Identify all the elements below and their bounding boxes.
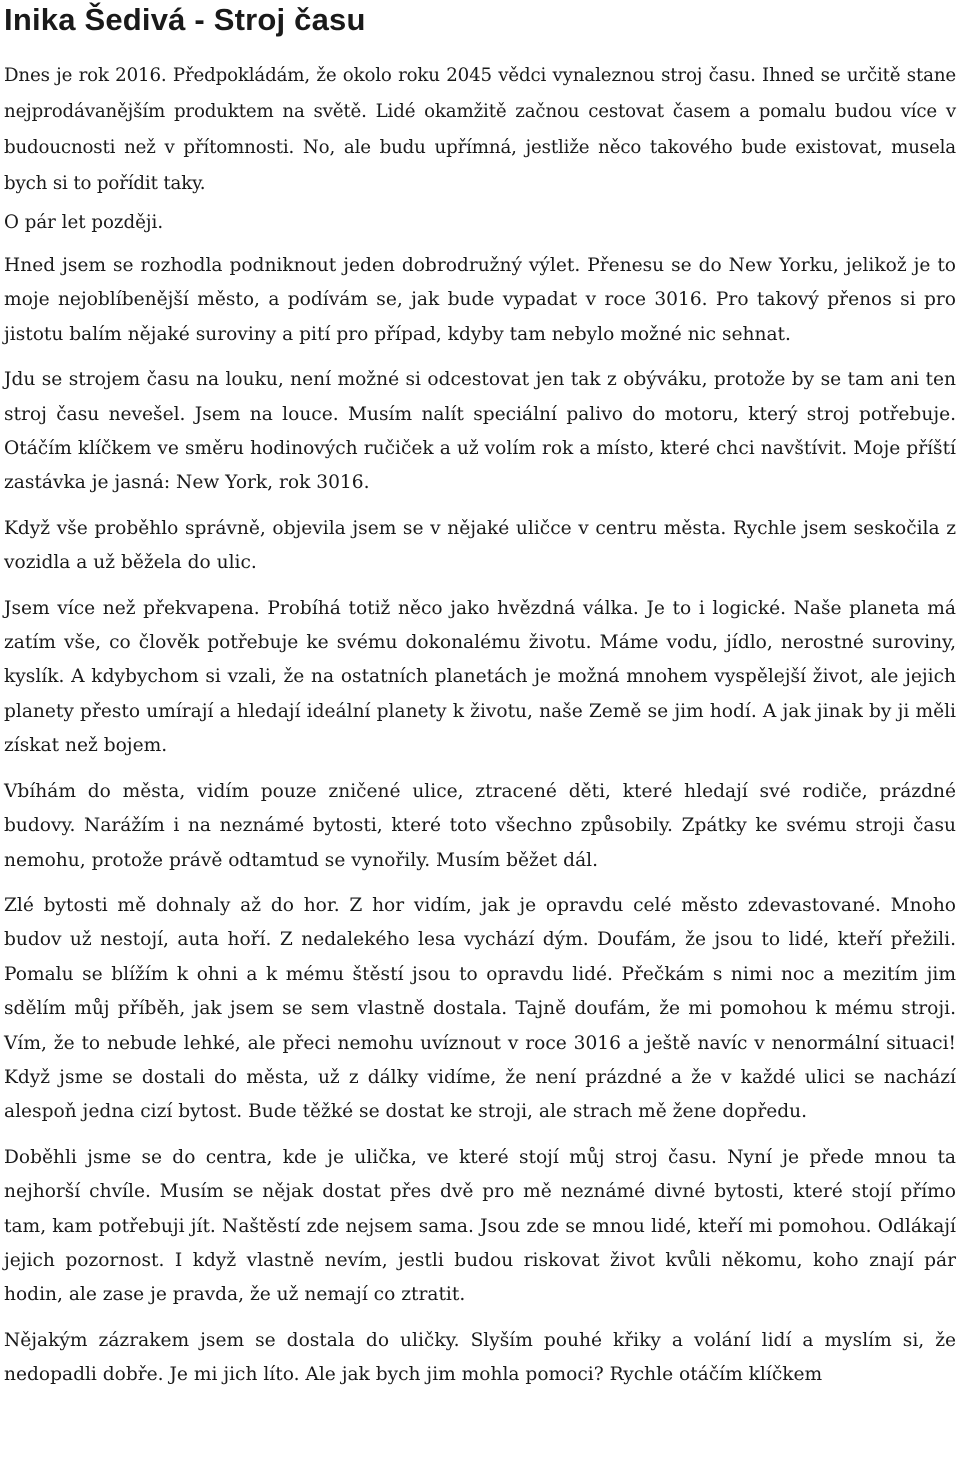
paragraph-decision: Hned jsem se rozhodla podniknout jeden dobrodružný výlet. Přenesu se do New Yorku, jelikož je to moje nejoblíbenější město, a podívám se, jak bude vypadat v roce 3016. Pro takový přenos si pro jistotu balím nějaké suroviny a pití pro případ, kdyby tam nebylo možné nic sehnat. <box>4 255 956 345</box>
paragraph-star-war: Jsem více než překvapena. Probíhá totiž něco jako hvězdná válka. Je to i logické. Naše planeta má zatím vše, co člověk potřebuje ke svému dokonalému životu. Máme vodu, jídlo, nerostné suroviny, kyslík. A kdybychom si vzali, že na ostatních planetách je možná mnohem vyspělejší život, ale jejich planety přesto umírají a hledají ideální planety k životu, naše Země se jim hodí. A jak jinak by ji měli získat než bojem. <box>4 597 956 757</box>
paragraph-intro: Dnes je rok 2016. Předpokládám, že okolo roku 2045 vědci vynaleznou stroj času. Ihned se určitě stane nejprodávanějším produktem na světě. Lidé okamžitě začnou cestovat časem a pomalu budou více v budoucnosti než v přítomnosti. No, ale budu upřímná, jestliže něco takového bude existovat, musela bych si to pořídit taky. <box>4 65 956 194</box>
document-page <box>4 0 956 1393</box>
paragraph-mountains: Zlé bytosti mě dohnaly až do hor. Z hor vidím, jak je opravdu celé město zdevastované. Mnoho budov už nestojí, auta hoří. Z nedalekého lesa vychází dým. Doufám, že jsou to lidé, kteří přežili. Pomalu se blížím k ohni a k mému štěstí jsou to opravdu lidé. Přečkám s nimi noc a mezitím jim sdělím můj příběh, jak jsem se sem vlastně dostala. Tajně doufám, že mi pomohou k mému stroji. Vím, že to nebude lehké, ale přeci nemohu uvíznout v roce 3016 a ještě navíc v nenormální situaci! Když jsme se dostali do města, už z dálky vidíme, že není prázdné a že v každé ulici se nachází alespoň jedna cizí bytost. Bude těžké se dostat ke stroji, ale strach mě žene dopředu. <box>4 894 956 1123</box>
paragraph-meadow: Jdu se strojem času na louku, není možné si odcestovat jen tak z obýváku, protože by se tam ani ten stroj času nevešel. Jsem na louce. Musím nalít speciální palivo do motoru, který stroj potřebuje. Otáčím klíčkem ve směru hodinových ručiček a už volím rok a místo, které chci navštívit. Moje příští zastávka je jasná: New York, rok 3016. <box>4 369 956 494</box>
paragraph-city: Vbíhám do města, vidím pouze zničené ulice, ztracené děti, které hledají své rodiče, prázdné budovy. Narážím i na neznámé bytosti, které toto všechno způsobily. Zpátky ke svému stroji času nemohu, protože právě odtamtud se vynořily. Musím běžet dál. <box>4 780 956 871</box>
paragraph-arrival: Když vše proběhlo správně, objevila jsem se v nějaké uličce v centru města. Rychle jsem seskočila z vozidla a už běžela do ulic. <box>4 517 956 574</box>
paragraph-center: Doběhli jsme se do centra, kde je ulička, ve které stojí můj stroj času. Nyní je přede mnou ta nejhorší chvíle. Musím se nějak dostat přes dvě pro mě neznámé divné bytosti, které stojí přímo tam, kam potřebuji jít. Naštěstí zde nejsem sama. Jsou zde se mnou lidé, kteří mi pomohou. Odlákají jejich pozornost. I když vlastně nevím, jestli budou riskovat život kvůli někomu, koho znají pár hodin, ale zase je pravda, že už nemají co ztratit. <box>4 1146 956 1306</box>
paragraph-alley: Nějakým zázrakem jsem se dostala do uličky. Slyším pouhé křiky a volání lidí a myslím si, že nedopadli dobře. Je mi jich líto. Ale jak bych jim mohla pomoci? Rychle otáčím klíčkem <box>4 1329 956 1386</box>
document-title: Inika Šedivá - Stroj času <box>4 2 366 37</box>
paragraph-time-skip: O pár let později. <box>4 212 164 233</box>
